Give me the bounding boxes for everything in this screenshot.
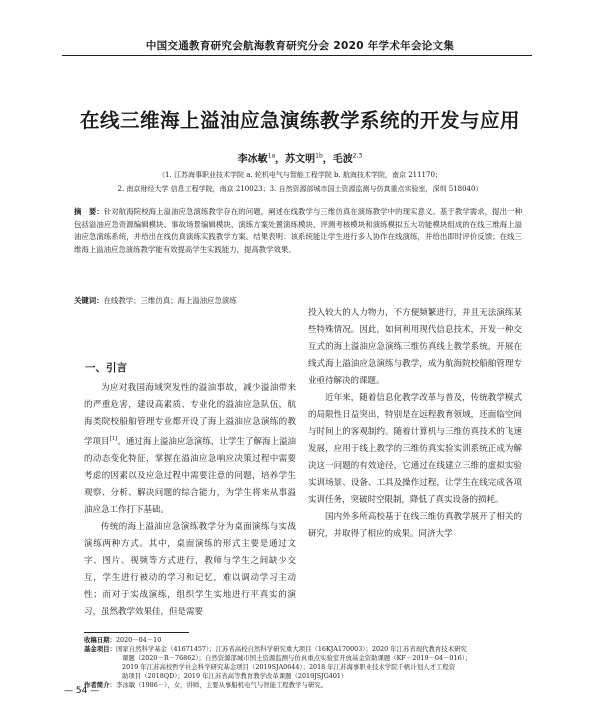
body-paragraph (84, 380, 296, 519)
affiliation-line: 2. 南京财经大学 信息工程学院，南京 210023；3. 自然资源部城市国土资源监测与仿真重点实验室，深圳 518040） (117, 185, 483, 193)
footnote-text: 李冰敏（1986－），女，讲师，主要从事船机电气与智能工程教学与研究。 (115, 681, 328, 689)
abstract-label: 摘 要： (74, 207, 104, 216)
footnote-rule (84, 632, 189, 633)
header-rule (62, 55, 532, 56)
author-name: 苏文明 (285, 154, 316, 165)
footnote-line (84, 681, 524, 690)
keywords-label: 关键词： (74, 296, 104, 305)
author-affil-mark: 2,3 (352, 152, 363, 160)
paragraph-text: 。通过海上溢油应急演练，让学生了解海上溢油的动态变化特征，掌握在溢油应急响应决策过程中需要考虑的因素以及应急过程中需要注意的问题，培养学生观察、分析、解决问题的综合能力，为学生将来从事溢油应急工作打下基础。 (84, 436, 296, 515)
footnote-line (84, 636, 524, 645)
footnote-line (84, 654, 524, 663)
footnote-line (84, 672, 524, 681)
citation-mark: [1] (109, 436, 118, 442)
footnote-text: 2019 年江苏高校哲学社会科学研究基金项目（2019SJA0644）；2018 年江苏海事职业技术学院千帆计划人才工程资 (122, 663, 456, 671)
author-affil-mark: 1a (267, 152, 276, 160)
footnote-label: 作者简介： (84, 681, 116, 689)
abstract-text: 针对航海院校海上溢油应急演练教学存在的问题，阐述在线教学与三维仿真在演练教学中的现实意义。基于教学需求，提出一种包括溢油应急资源编辑模块、事故场景编辑模块、演练方案处置演练模块、评测考核模块和演练模拟五大功能模块组成的在线三维海上溢油应急演练系统，并给出在线仿真演练实践教学方案。结果表明：该系统能让学生进行多人协作在线演练，并给出即时评价反馈；在线三维海上溢油应急演练教学能有效提高学生实践能力，提高教学效果。 (74, 207, 522, 254)
footnote-line (84, 663, 524, 672)
footnote-line (84, 645, 524, 654)
paper-title: 在线三维海上溢油应急演练教学系统的开发与应用 (79, 109, 520, 132)
footnote-text: 课题（2020－R－76862）；自然资源部城市国土资源监测与仿真重点实验室开放基金资助课题（KF－2019－04－016）； (122, 654, 472, 662)
body-paragraph (84, 519, 296, 621)
body-paragraph: 近年来，随着信息化教学改革与普及，传统教学模式的局限性日益突出，特别是在远程教育领域，还面临空间与时间上的客观制约。随着计算机与三维仿真技术的飞速发展，应用于线上教学的三维仿真实验实训系统正成为解决这一问题的有效途径，它通过在线建立三维的虚拟实验实训场景、设备、工具及操作过程，让学生在线完成各项实训任务，突破时空限制，降低了真实设备的损耗。 (308, 393, 522, 505)
body-paragraph: 投入较大的人力物力，不方便频繁进行，并且无法演练某些特殊情况。因此，如何利用现代信息技术，开发一种交互式的海上溢油应急演练三维仿真线上教学系统，开展在线式海上溢油应急演练与教学，成为航海院校船舶管理专业亟待解决的课题。 (308, 308, 522, 386)
footnote-label: 基金项目： (84, 645, 116, 653)
author-separator: ， (275, 154, 286, 165)
abstract (74, 206, 522, 256)
running-head: 中国交通教育研究会航海教育研究分会 2020 年学术年会论文集 (145, 40, 455, 52)
footnote-text: 国家自然科学基金（41671457）；江苏省高校自然科学研究重大项目（16KJA170003）；2020 年江苏省现代教育技术研究 (115, 645, 467, 653)
keywords-text: 在线教学；三维仿真；海上溢油应急演练 (103, 296, 237, 305)
author-name: 李冰敏 (237, 154, 268, 165)
author-name: 毛波 (332, 154, 353, 165)
footnote-text: 助项目（2018QD）；2019 年江苏省高等教育教学改革课题（2019JSJG401） (122, 672, 348, 680)
paragraph-text: 传统的海上溢油应急演练教学分为桌面演练与实战演练两种方式。其中，桌面演练的形式主要是通过文字、图片、视频等方式进行，教师与学生之间缺少交互，学生进行被动的学习和记忆，难以调动学习主动性；而对于实战演练，组织学生实地进行平真实的演习，虽然教学效果佳，但是需要 (84, 521, 296, 617)
author-separator: ， (322, 154, 333, 165)
affiliation-line: （1. 江苏海事职业技术学院 a. 轮机电气与智能工程学院 b. 航海技术学院，南京 211170； (158, 171, 442, 179)
author-affil-mark: 1b (315, 152, 323, 160)
body-paragraph: 国内外多所高校基于在线三维仿真教学展开了相关的研究，并取得了相应的成果。同济大学 (308, 512, 522, 539)
body-column-left (84, 380, 296, 621)
author-line (0, 150, 600, 165)
page-number: — 54 — (64, 686, 100, 696)
body-column-right (308, 305, 522, 543)
paragraph-text: 为应对我国海域突发性的溢油事故，减少溢油带来的严重危害，建设高素质、专业化的溢油应急队伍，航海类院校船舶管理专业都开设了海上溢油应急演练的教学项目 (84, 383, 296, 447)
footnote-text: 2020－04－10 (115, 636, 162, 644)
footnotes (84, 636, 524, 690)
footnote-label: 收稿日期： (84, 636, 116, 644)
section-heading: 一、引言 (85, 362, 127, 374)
